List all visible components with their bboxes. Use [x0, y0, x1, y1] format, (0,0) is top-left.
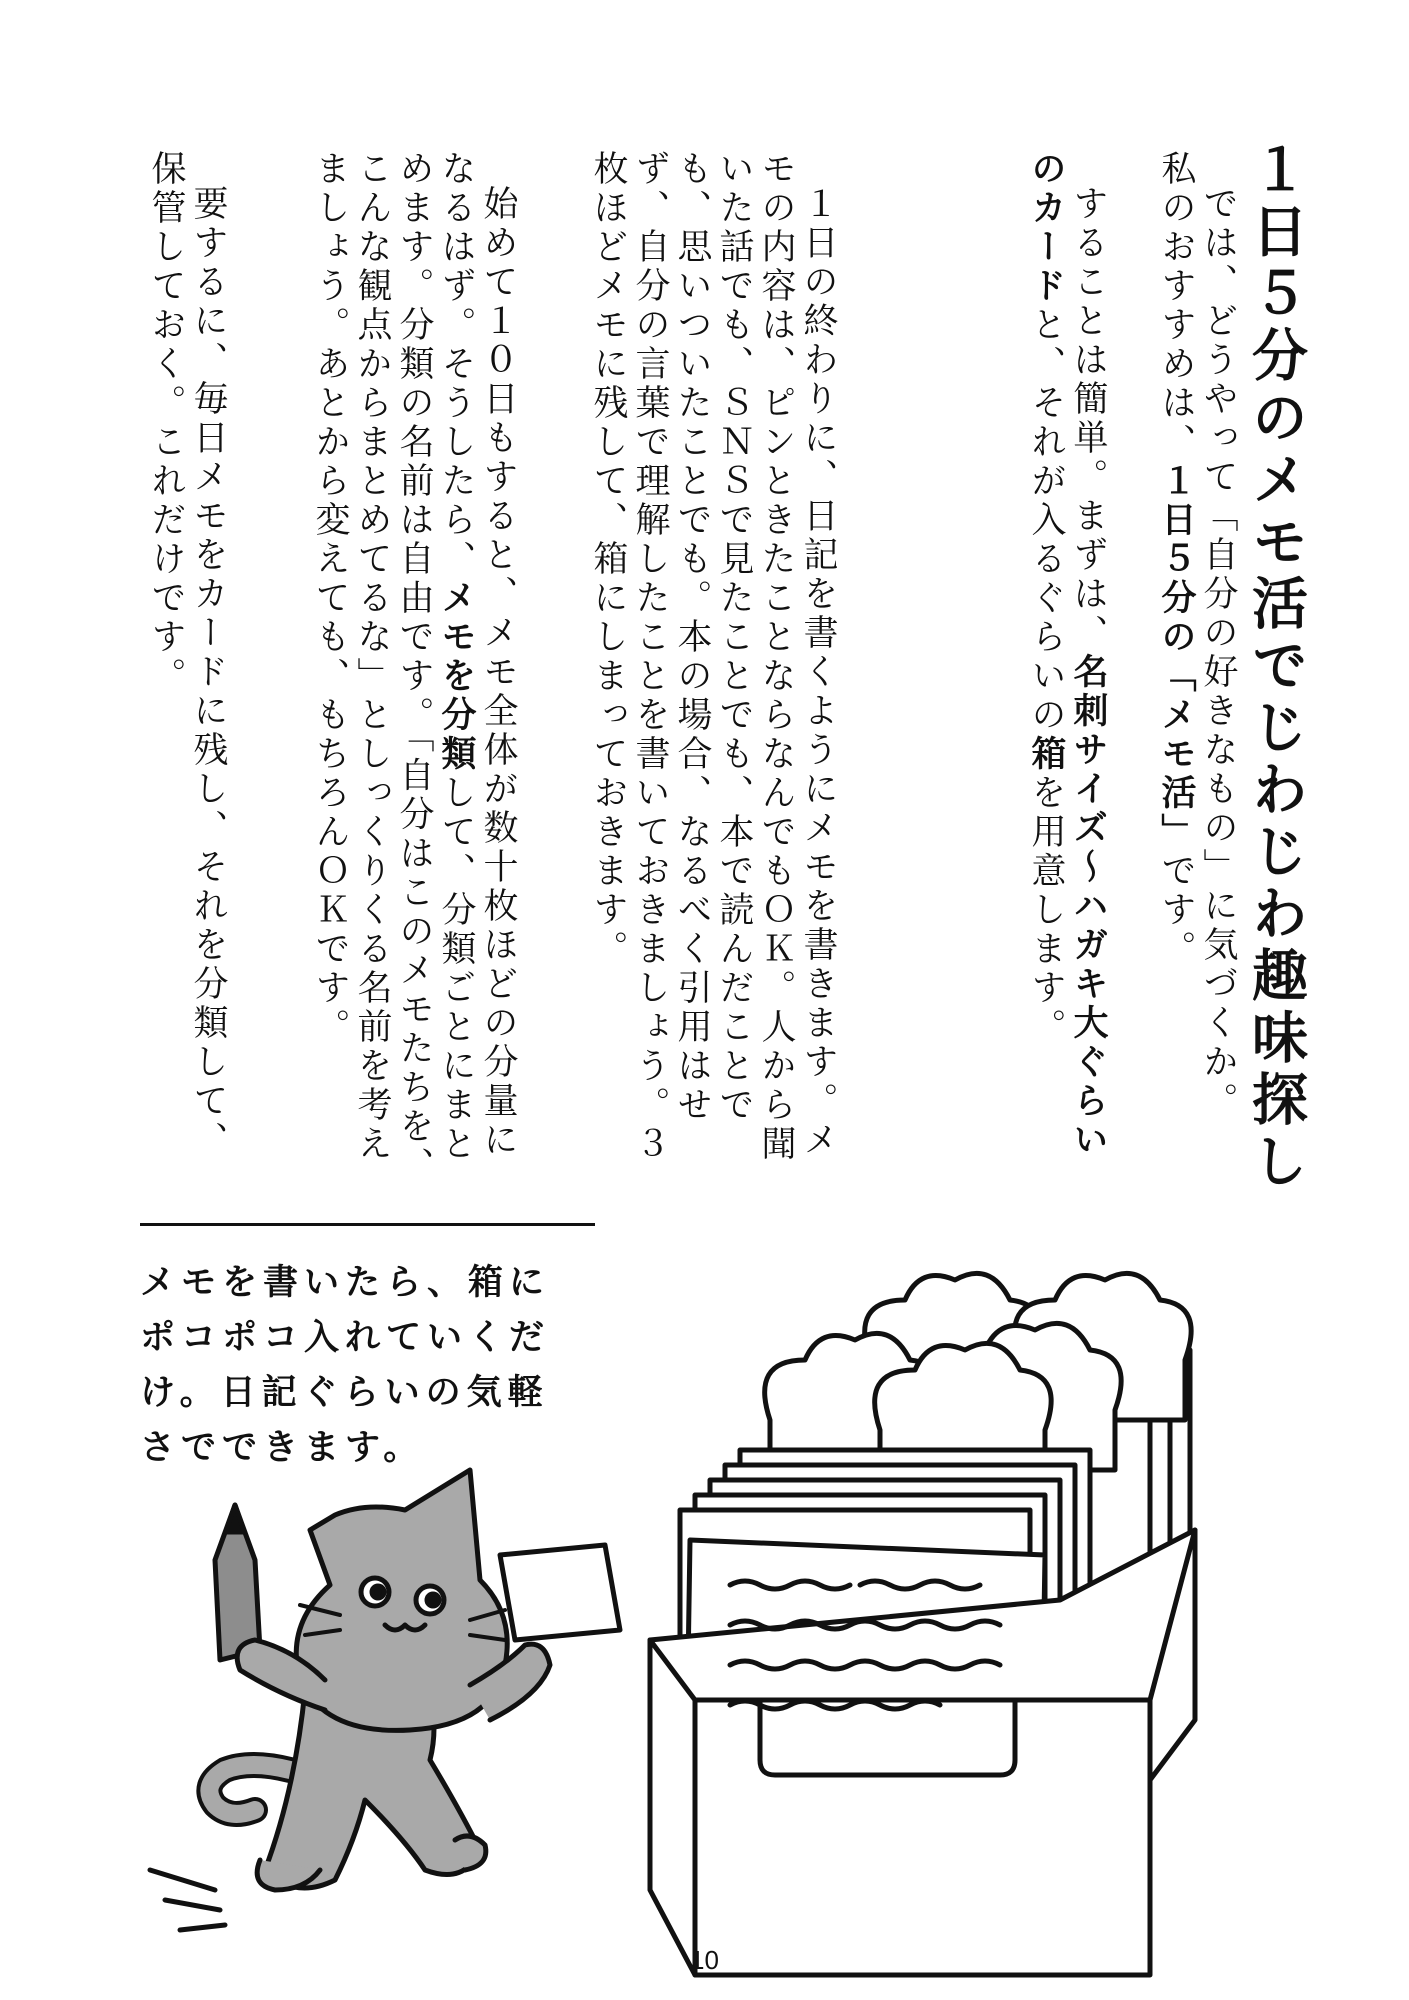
classify-bold: メモを分類: [436, 579, 476, 774]
cat-illustration: [150, 1470, 620, 1930]
intro-line-1: では、どうやって「自分の好きなもの」に気づくか。: [1198, 185, 1238, 1121]
step3-paragraph: 始めて１０日もすると、メモ全体が数十枚ほどの分量になるはず。そうしたら、メモを分類して、分類ごとにまとめます。分類の名前は自由です。「自分はこのメモたちを、こんな観点からまとめてるな」としっくりくる名前を考えましょう。あとから変えても、もちろんＯＫです。: [310, 150, 518, 1186]
illustration-caption: メモを書いたら、箱に ポコポコ入れていくだ け。日記ぐらいの気軽 さでできます。: [140, 1263, 551, 1468]
intro-bold-phrase: １日５分の「メモ活」: [1156, 462, 1196, 852]
card-size-bold: 名刺サイズ～ハガキ大ぐらいのカード: [1026, 150, 1108, 1160]
intro-line-2: 私のおすすめは、１日５分の「メモ活」です。: [1156, 150, 1196, 969]
step4-paragraph: 要するに、毎日メモをカードに残し、それを分類して、保管しておく。これだけです。: [146, 150, 228, 1160]
box-bold: 箱: [1026, 735, 1066, 774]
page-number: 10: [690, 1945, 719, 1975]
step1-paragraph: することは簡単。まずは、名刺サイズ～ハガキ大ぐらいのカードと、それが入るぐらいの箱を用意します。: [1026, 150, 1108, 1160]
page-title: １日５分のメモ活でじわじわ趣味探し: [1243, 140, 1308, 1194]
step2-paragraph: １日の終わりに、日記を書くようにメモを書きます。メモの内容は、ピンときたことならなんでもＯＫ。人から聞いた話でも、ＳＮＳで見たことでも、本で読んだことでも、思いついたことでも。本の場合、なるべく引用はせず、自分の言葉で理解したことを書いておきましょう。３枚ほどメモに残して、箱にしまっておきます。: [588, 150, 838, 1164]
